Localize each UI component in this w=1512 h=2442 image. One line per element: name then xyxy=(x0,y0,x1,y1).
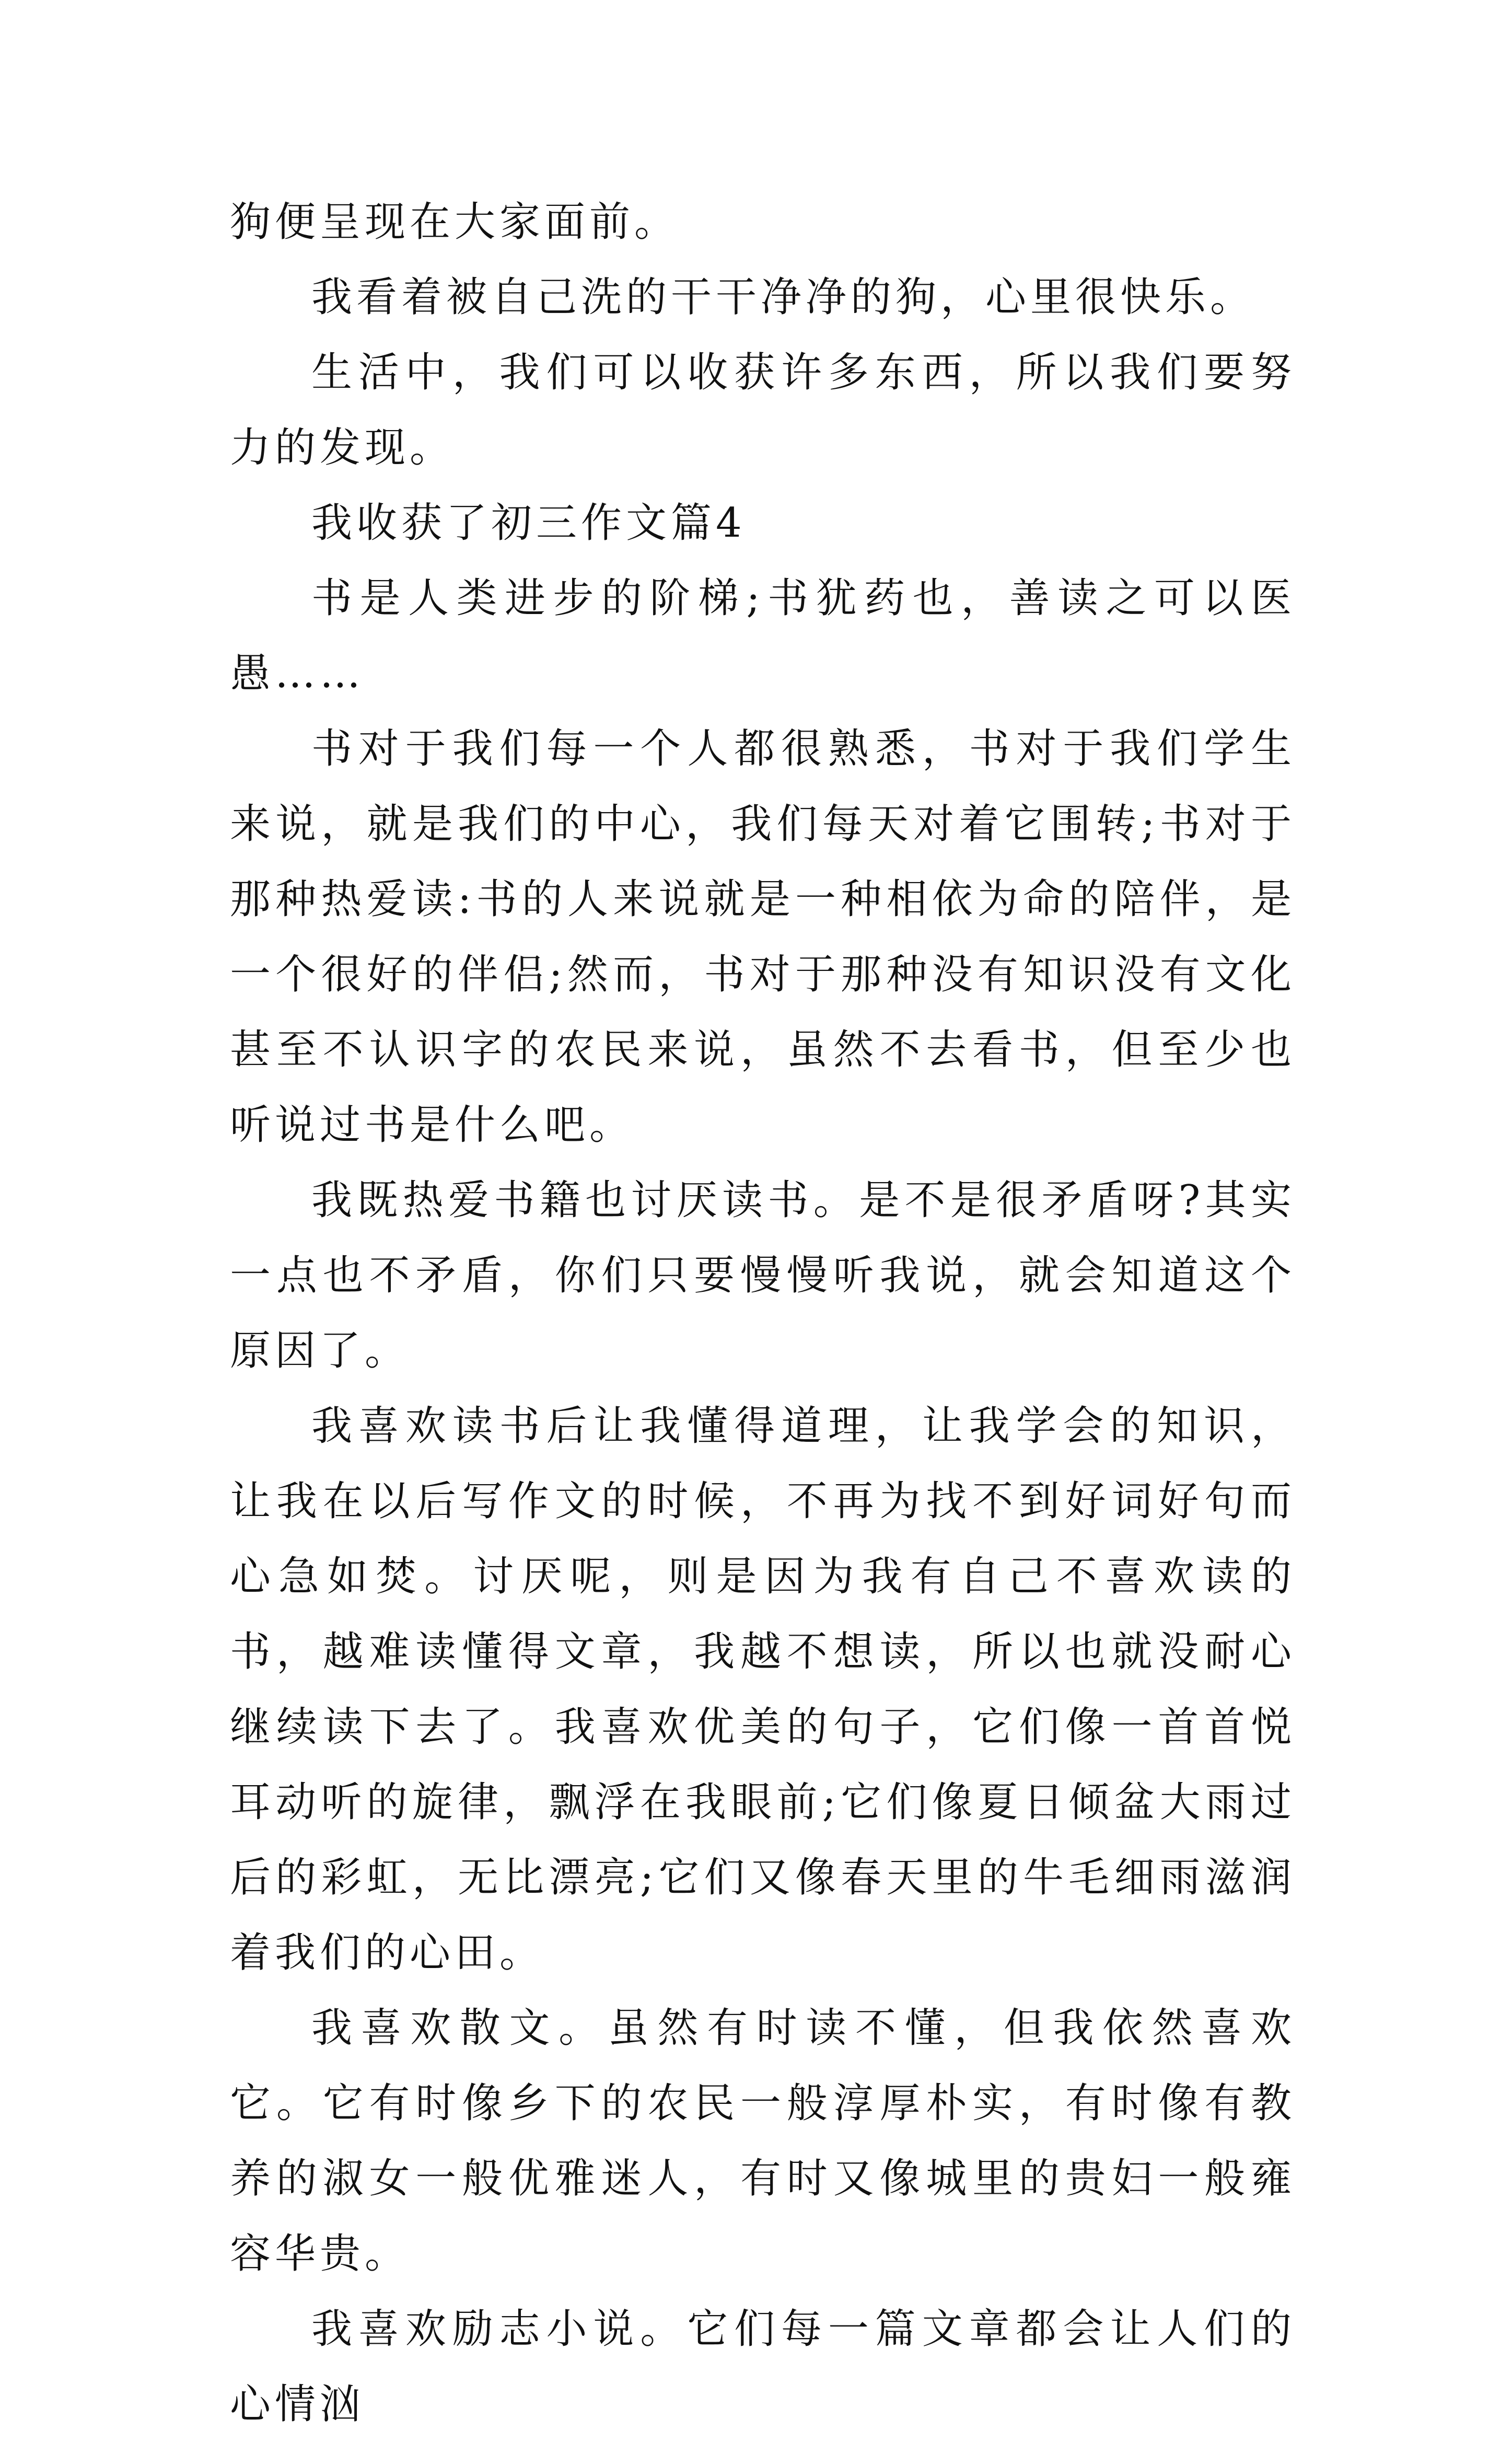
paragraph-8: 我喜欢读书后让我懂得道理，让我学会的知识，让我在以后写作文的时候，不再为找不到好词好句而心急如焚。讨厌呢，则是因为我有自己不喜欢读的书，越难读懂得文章，我越不想读，所以也就没耐心继续读下去了。我喜欢优美的句子，它们像一首首悦耳动听的旋律，飘浮在我眼前;它们像夏日倾盆大雨过后的彩虹，无比漂亮;它们又像春天里的牛毛细雨滋润着我们的心田。 xyxy=(230,1403,1296,1976)
paragraph-7: 我既热爱书籍也讨厌读书。是不是很矛盾呀?其实一点也不矛盾，你们只要慢慢听我说，就会知道这个原因了。 xyxy=(230,1177,1296,1374)
paragraph-3: 生活中，我们可以收获许多东西，所以我们要努力的发现。 xyxy=(230,349,1296,471)
body-text xyxy=(230,184,1296,2442)
paragraph-2: 我看着被自己洗的干干净净的狗，心里很快乐。 xyxy=(311,274,1255,321)
paragraph-1: 狗便呈现在大家面前。 xyxy=(230,199,680,246)
section-heading: 我收获了初三作文篇4 xyxy=(311,500,746,547)
paragraph-9: 我喜欢散文。虽然有时读不懂，但我依然喜欢它。它有时像乡下的农民一般淳厚朴实，有时像有教养的淑女一般优雅迷人，有时又像城里的贵妇一般雍容华贵。 xyxy=(230,2005,1296,2277)
paragraph-6: 书对于我们每一个人都很熟悉，书对于我们学生来说，就是我们的中心，我们每天对着它围转;书对于那种热爱读:书的人来说就是一种相依为命的陪伴，是一个很好的伴侣;然而，书对于那种没有知识没有文化甚至不认识字的农民来说，虽然不去看书，但至少也听说过书是什么吧。 xyxy=(230,725,1296,1149)
paragraph-5: 书是人类进步的阶梯;书犹药也，善读之可以医愚…… xyxy=(230,575,1296,697)
paragraph-10: 我喜欢励志小说。它们每一篇文章都会让人们的心情汹 xyxy=(230,2306,1296,2428)
